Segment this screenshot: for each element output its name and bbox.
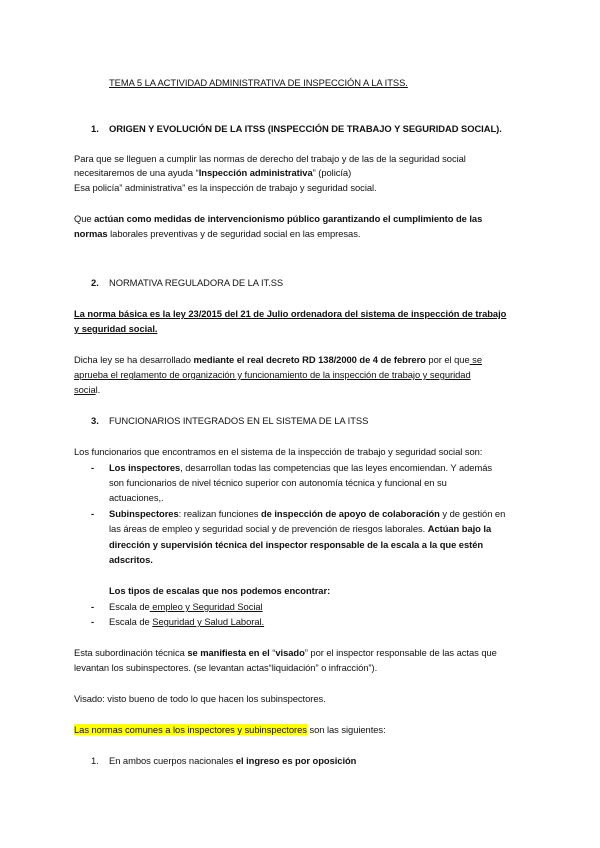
paragraph-line: La norma básica es la ley 23/2015 del 21 de Julio ordenadora del sistema de inspección de trabajo (74, 308, 507, 319)
paragraph-line: Visado: visto bueno de todo lo que hacen los subinspectores. (74, 693, 326, 704)
bullet-dash: - (91, 616, 95, 627)
section-heading: ORIGEN Y EVOLUCIÓN DE LA ITSS (INSPECCIÓN DE TRABAJO Y SEGURIDAD SOCIAL). (109, 123, 502, 134)
bullet-line: dirección y supervisión técnica del inspector responsable de la escala a la que estén (109, 539, 484, 550)
section-heading: NORMATIVA REGULADORA DE LA IT.SS (109, 277, 284, 288)
paragraph-line: Esa policía” administrativa” es la inspección de trabajo y seguridad social. (74, 182, 377, 193)
bullet-line: Escala de Seguridad y Salud Laboral. (109, 616, 265, 627)
paragraph-line: Dicha ley se ha desarrollado mediante el real decreto RD 138/2000 de 4 de febrero por el que se (74, 354, 482, 365)
paragraph-line: Que actúan como medidas de intervencionismo público garantizando el cumplimiento de las (74, 213, 483, 224)
bullet-dash: - (91, 462, 95, 473)
paragraph-line: Esta subordinación técnica se manifiesta en el “visado” por el inspector responsable de las actas que (74, 647, 497, 658)
paragraph-line: Los funcionarios que encontramos en el sistema de la inspección de trabajo y seguridad social son: (74, 446, 483, 457)
list-item: En ambos cuerpos nacionales el ingreso es por oposición (109, 755, 357, 766)
bullet-line: adscritos. (109, 554, 153, 565)
section-number: 3. (91, 415, 99, 426)
paragraph-line: social. (74, 384, 101, 395)
bullet-line: son funcionarios de nivel técnico superior con autonomía técnica y funcional en su (109, 477, 447, 488)
list-number: 1. (91, 755, 99, 766)
bullet-line: Los inspectores, desarrollan todas las competencias que las leyes encomiendan. Y además (109, 462, 493, 473)
paragraph-line: normas laborales preventivas y de seguridad social en las empresas. (74, 228, 361, 239)
paragraph-line: aprueba el reglamento de organización y funcionamiento de la inspección de trabajo y seguridad (74, 369, 471, 380)
bullet-line: las áreas de empleo y seguridad social y de prevención de riesgos laborales. Actúan bajo la (109, 523, 492, 534)
escalas-title: Los tipos de escalas que nos podemos encontrar: (109, 585, 331, 596)
bullet-line: Escala de empleo y Seguridad Social (109, 601, 263, 612)
bullet-dash: - (91, 601, 95, 612)
section-heading: FUNCIONARIOS INTEGRADOS EN EL SISTEMA DE LA ITSS (109, 415, 369, 426)
bullet-dash: - (91, 508, 95, 519)
paragraph-line: y seguridad social. (74, 323, 158, 334)
paragraph-line: Las normas comunes a los inspectores y subinspectores son las siguientes: (74, 724, 386, 735)
bullet-line: Subinspectores: realizan funciones de inspección de apoyo de colaboración y de gestión en (109, 508, 506, 519)
paragraph-line: Para que se lleguen a cumplir las normas de derecho del trabajo y de las de la seguridad social (74, 153, 466, 164)
section-number: 1. (91, 123, 99, 134)
paragraph-line: necesitaremos de una ayuda “Inspección administrativa” (policía) (74, 167, 352, 178)
paragraph-line: levantan los subinspectores. (se levantan actas“liquidación” o infracción”). (74, 662, 378, 673)
document-title: TEMA 5 LA ACTIVIDAD ADMINISTRATIVA DE INSPECCIÓN A LA ITSS. (109, 77, 408, 88)
bullet-line: actuaciones,. (109, 492, 164, 503)
highlighted-text: Las normas comunes a los inspectores y subinspectores (74, 724, 307, 735)
section-number: 2. (91, 277, 99, 288)
